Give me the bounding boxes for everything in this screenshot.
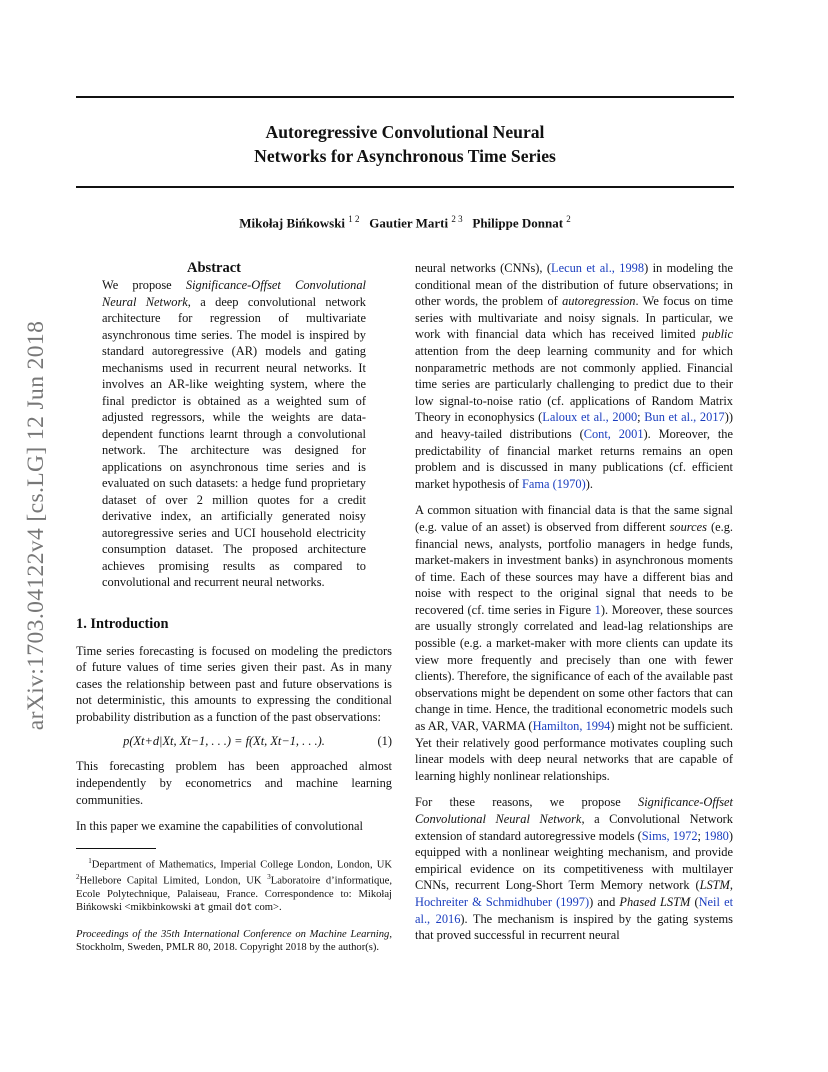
author-name: Philippe Donnat <box>472 215 564 231</box>
footnote-mark: 2 <box>76 873 80 882</box>
footnote-mark: 1 <box>88 856 92 865</box>
author-name: Mikołaj Bińkowski <box>239 215 346 231</box>
text-run: ; <box>637 410 645 425</box>
figure-reference-link[interactable]: 1 <box>594 602 601 617</box>
author-affiliation: 1 2 <box>348 214 360 224</box>
footnote-text: Department of Mathematics, Imperial College London, London, UK <box>91 859 393 871</box>
citation-link[interactable]: Fama (1970) <box>522 476 586 491</box>
right-paragraph-3 <box>415 794 733 943</box>
intro-paragraph-2: This forecasting problem has been approached almost independently by econometrics and machine learning communities. <box>76 759 392 807</box>
abstract-heading: Abstract <box>187 260 241 276</box>
text-run: )) and heavy-tailed distributions ( <box>415 410 733 441</box>
emphasis: public <box>702 327 733 342</box>
bottom-title-rule <box>76 186 734 188</box>
abstract-body: , a deep convolutional network architecture for regression of multivariate asynchronous time series. The model is inspired by standard autoregressive (AR) models and gating mechanisms used in recurrent neural networks. It involves an AR-like weighting system, where the final predictor is obtained as a weighted sum of adjusted regressors, while the weights are data-dependent functions learnt through a convolutional network. The architecture was designed for applications on asynchronous time series and is evaluated on such datasets: a hedge fund proprietary dataset of over 2 million quotes for a credit derivative index, an artificially generated noisy autoregressive series and UCI household electricity consumption dataset. The proposed architecture achieves promising results as compared to convolutional and recurrent neural networks. <box>102 294 366 589</box>
proceedings-venue: Proceedings of the 35th International Conference on Machine Learning <box>76 928 390 940</box>
text-run: ). Moreover, the predictability of financial market returns remains an open problem and is discussed in many publications (cf. efficient market hypothesis of <box>415 426 733 491</box>
intro-paragraph-1: Time series forecasting is focused on modeling the predictors of future values of time series given their past. As in many cases the relationship between past and future observations is not deterministic, this amounts to expressing the conditional probability distribution as a function of the past observations: <box>76 643 392 724</box>
text-run: ). <box>585 476 593 491</box>
footnote-text: Laboratoire d’informatique, Ecole Polytechnique, Palaiseau, France. Correspondence to: Mikołaj Bińkowski <mikbinkowski <box>76 875 393 913</box>
citation-link[interactable]: 1980 <box>704 828 729 843</box>
text-run: ). Moreover, these sources are usually strongly correlated and lead-lag relationships are possible (e.g. a market-maker with more clients can update its view more frequently and precisely than one with fewer clients). Therefore, the significance of each of the available past observations might be dependent on some other factors that can change in time. Hence, the traditional econometric models such as AR, VAR, VARMA ( <box>415 602 734 734</box>
author-name: Gautier Marti <box>369 215 449 231</box>
text-run: ) in modeling the conditional mean of the distribution of future observations; in other words, the problem of <box>415 261 733 309</box>
emphasis: sources <box>669 519 707 534</box>
author-affiliation: 2 3 <box>451 214 463 224</box>
equation-1 <box>76 734 392 749</box>
text-run: , <box>729 878 733 893</box>
abstract-text <box>76 277 392 591</box>
text-run: ( <box>690 894 699 909</box>
text-run: ; <box>697 828 705 843</box>
author-list <box>76 214 734 231</box>
emphasis: Significance-Offset Convolutional Neural Network <box>415 795 733 826</box>
right-paragraph-1 <box>415 260 733 492</box>
citation-link[interactable]: Bun et al., 2017 <box>644 410 725 425</box>
text-run: (e.g. financial news, analysts, portfolio managers in hedge funds, market-makers in investment banks) in asynchronous moments of time. Each of these sources may have a different bias and noise with respect to the original signal that needs to be recovered (cf. time series in Figure <box>415 519 733 617</box>
text-run: neural networks (CNNs), ( <box>415 261 552 275</box>
citation-link[interactable]: Sims, 1972 <box>641 828 698 843</box>
citation-link[interactable]: Neil et al., 2016 <box>415 894 734 926</box>
footnote-text: Hellebore Capital Limited, London, UK <box>79 875 268 887</box>
emphasis: Phased LSTM <box>619 894 691 909</box>
emphasis: LSTM <box>699 878 730 893</box>
text-run: For these reasons, we propose <box>415 795 639 810</box>
citation-link[interactable]: Hochreiter & Schmidhuber (1997) <box>415 894 590 909</box>
footnote-email-at: at <box>193 901 206 913</box>
author-affiliation: 2 <box>566 214 571 224</box>
abstract-method-name: Significance-Offset Convolutional Neural Network <box>102 278 366 309</box>
footnote-rule <box>76 848 156 849</box>
footnote-mark: 3 <box>267 873 271 882</box>
intro-paragraph-3: In this paper we examine the capabilities of convolutional <box>76 819 363 834</box>
footnote-email-domain: gmail <box>205 901 235 913</box>
right-column <box>415 260 733 944</box>
right-paragraph-2 <box>415 502 733 784</box>
text-run: ) might not be sufficient. Yet their relatively good performance motivates coupling such linear models with deep neural networks that are capable of learning highly nonlinear relationships. <box>415 719 734 783</box>
top-rule <box>76 96 734 98</box>
abstract-lead: We propose <box>102 278 186 292</box>
footnote-email-end: com>. <box>252 901 282 913</box>
citation-link[interactable]: Lecun et al., 1998 <box>551 261 645 275</box>
text-run: , a Convolutional Network extension of standard autoregressive models ( <box>415 812 733 843</box>
proceedings-note <box>76 928 392 954</box>
text-run: A common situation with financial data is that the same signal (e.g. value of an asset) is observed from different <box>415 503 733 534</box>
title-line-2: Networks for Asynchronous Time Series <box>254 146 556 166</box>
text-run: attention from the deep learning community and for which nonparametric methods are not commonly applied. Financial time series are particularly challenging to predict due to their low signal-to-noise ratio (cf. applications of Random Matrix Theory in econophysics ( <box>415 343 733 425</box>
arxiv-identifier: arXiv:1703.04122v4 [cs.LG] 12 Jun 2018 <box>23 320 50 730</box>
citation-link[interactable]: Laloux et al., 2000 <box>542 410 638 425</box>
text-run: ) equipped with a nonlinear weighting mechanism, and provide empirical evidence on its competitiveness with multilayer CNNs, recurrent Long-Short Term Memory network ( <box>415 828 734 893</box>
text-run: ) and <box>589 894 620 909</box>
footnote-email-dot: dot <box>234 901 253 913</box>
equation-body: p(Xt+d|Xt, Xt−1, . . .) = f(Xt, Xt−1, . . .). <box>123 734 325 749</box>
paper-title <box>76 120 734 168</box>
footnote-affiliations <box>76 855 392 914</box>
proceedings-copyright: , Stockholm, Sweden, PMLR 80, 2018. Copyright 2018 by the author(s). <box>76 928 392 954</box>
section-heading-introduction: 1. Introduction <box>76 615 169 632</box>
citation-link[interactable]: Cont, 2001 <box>583 426 644 441</box>
citation-link[interactable]: Hamilton, 1994 <box>532 719 611 734</box>
emphasis: autoregression <box>562 294 636 309</box>
title-line-1: Autoregressive Convolutional Neural <box>265 122 545 142</box>
equation-number: (1) <box>377 734 392 749</box>
left-column <box>76 260 392 954</box>
arxiv-watermark <box>17 290 57 760</box>
text-run: ). The mechanism is inspired by the gating systems that proved successful in recurrent neural <box>415 911 733 943</box>
text-run: . We focus on time series with multivariate and noisy signals. In particular, we work with financial data which has received limited <box>415 294 733 342</box>
